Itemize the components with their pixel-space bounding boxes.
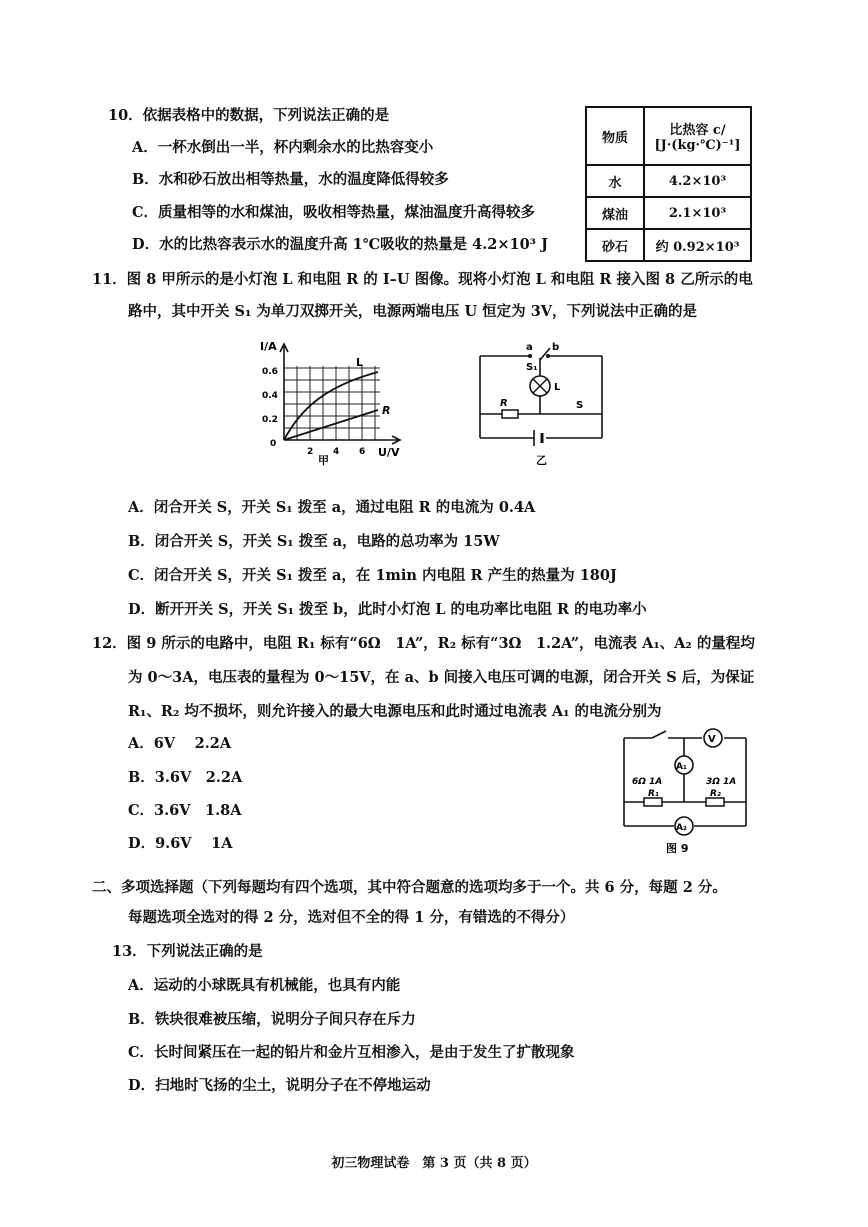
curve-r (284, 410, 378, 440)
curve-l (284, 372, 378, 440)
page-footer: 初三物理试卷 第 3 页（共 8 页） (331, 1156, 537, 1171)
y-tick: 0.2 (262, 415, 278, 425)
iu-graph-axes (280, 344, 400, 444)
circuit-9-caption: 图 9 (666, 842, 689, 855)
ammeter-a1-label: A₁ (676, 762, 687, 772)
circuit-8-label-b: b (552, 342, 560, 353)
section2-heading-line2: 每题选项全选对的得 2 分，选对但不全的得 1 分，有错选的不得分） (128, 909, 575, 926)
circuit-9-note-r1: 6Ω 1A (632, 777, 663, 787)
y-tick: 0 (270, 439, 277, 449)
circuit-figure-8 (472, 338, 612, 468)
q12-option-a: A．6V 2.2A (128, 735, 232, 752)
curve-r-label: R (382, 404, 391, 417)
table-cell-material: 煤油 (586, 197, 644, 229)
graph-caption: 甲 (318, 454, 329, 467)
resistor-r-symbol (502, 410, 518, 418)
q12-stem-line1: 12．图 9 所示的电路中，电阻 R₁ 标有“6Ω 1A”，R₂ 标有“3Ω 1.2A”，电流表 A₁、A₂ 的量程均 (92, 635, 755, 652)
q10-stem: 10．依据表格中的数据，下列说法正确的是 (108, 107, 390, 124)
voltmeter-label: V (708, 734, 716, 745)
q12-option-d: D．9.6V 1A (128, 835, 233, 852)
ammeter-a1-symbol (675, 756, 693, 774)
circuit-9-note-r2: 3Ω 1A (706, 777, 737, 787)
battery-symbol (534, 430, 542, 446)
circuit-8-label-l: L (554, 382, 561, 393)
circuit-9-label-r1: R₁ (648, 789, 659, 799)
q10-option-a: A．一杯水倒出一半，杯内剩余水的比热容变小 (132, 139, 434, 156)
q11-option-d: D．断开开关 S，开关 S₁ 拨至 b，此时小灯泡 L 的电功率比电阻 R 的电功率小 (128, 601, 647, 618)
ammeter-a2-label: A₂ (676, 823, 687, 833)
table-cell-material: 砂石 (586, 229, 644, 261)
circuit-8-caption: 乙 (536, 454, 547, 467)
table-cell-value: 4.2×10³ (644, 165, 751, 197)
q13-option-c: C．长时间紧压在一起的铅片和金片互相渗入，是由于发生了扩散现象 (128, 1044, 575, 1061)
q10-option-d: D．水的比热容表示水的温度升高 1℃吸收的热量是 4.2×10³ J (132, 236, 548, 253)
iu-graph-figure (256, 338, 406, 468)
terminal-b (546, 354, 550, 358)
q11-option-b: B．闭合开关 S，开关 S₁ 拨至 a，电路的总功率为 15W (128, 533, 500, 550)
q11-option-c: C．闭合开关 S，开关 S₁ 拨至 a，在 1min 内电阻 R 产生的热量为 180J (128, 567, 617, 584)
q13-option-d: D．扫地时飞扬的尘土，说明分子在不停地运动 (128, 1077, 431, 1094)
q10-option-c: C．质量相等的水和煤油，吸收相等热量，煤油温度升高得较多 (132, 204, 536, 221)
iu-graph-grid (284, 358, 380, 440)
y-tick: 0.4 (262, 391, 278, 401)
x-tick: 2 (307, 447, 314, 457)
circuit-8-label-s: S (576, 400, 584, 411)
ammeter-a2-symbol (675, 817, 693, 835)
table-header-material: 物质 (586, 107, 644, 165)
q12-option-b: B．3.6V 2.2A (128, 769, 243, 786)
resistor-r1-symbol (644, 798, 662, 806)
table-header-heat (644, 107, 751, 165)
lamp-symbol (530, 376, 550, 396)
circuit-8-label-a: a (526, 342, 533, 353)
q13-option-b: B．铁块很难被压缩，说明分子间只存在斥力 (128, 1011, 416, 1028)
table-cell-material: 水 (586, 165, 644, 197)
q12-stem-line3: R₁、R₂ 均不损坏，则允许接入的最大电源电压和此时通过电流表 A₁ 的电流分别为 (128, 703, 662, 720)
section2-heading-line1: 二、多项选择题（下列每题均有四个选项，其中符合题意的选项均多于一个。共 6 分，每题 2 分。 (92, 879, 727, 896)
table-header-heat-line1: 比热容 c/ (669, 123, 726, 138)
q11-option-a: A．闭合开关 S，开关 S₁ 拨至 a，通过电阻 R 的电流为 0.4A (128, 499, 536, 516)
q11-stem-line1: 11．图 8 甲所示的是小灯泡 L 和电阻 R 的 I–U 图像。现将小灯泡 L 和电阻 R 接入图 8 乙所示的电 (92, 271, 753, 288)
voltmeter-symbol (704, 729, 722, 747)
x-axis-label: U/V (378, 446, 400, 459)
table-cell-value: 2.1×10³ (644, 197, 751, 229)
q12-option-c: C．3.6V 1.8A (128, 802, 242, 819)
table-cell-value: 约 0.92×10³ (644, 229, 751, 261)
q11-stem-line2: 路中，其中开关 S₁ 为单刀双掷开关，电源两端电压 U 恒定为 3V，下列说法中正确的是 (128, 303, 698, 320)
q12-stem-line2: 为 0～3A，电压表的量程为 0～15V，在 a、b 间接入电压可调的电源，闭合开关 S 后，为保证 (128, 669, 755, 686)
terminal-a (528, 354, 532, 358)
q10-option-b: B．水和砂石放出相等热量，水的温度降低得较多 (132, 171, 449, 188)
table-header-heat-line2: [J·(kg·℃)⁻¹] (654, 138, 741, 153)
x-tick: 6 (359, 447, 366, 457)
circuit-9-label-r2: R₂ (710, 789, 721, 799)
specific-heat-table (585, 106, 752, 262)
q13-option-a: A．运动的小球既具有机械能，也具有内能 (128, 977, 401, 994)
y-tick: 0.6 (262, 367, 278, 377)
circuit-figure-9 (618, 728, 758, 858)
x-tick: 4 (333, 447, 340, 457)
y-axis-label: I/A (260, 340, 277, 353)
circuit-8-label-r: R (500, 398, 508, 409)
q13-stem: 13．下列说法正确的是 (112, 943, 263, 960)
circuit-8-label-s1: S₁ (526, 362, 538, 373)
resistor-r2-symbol (706, 798, 724, 806)
curve-l-label: L (356, 356, 364, 369)
